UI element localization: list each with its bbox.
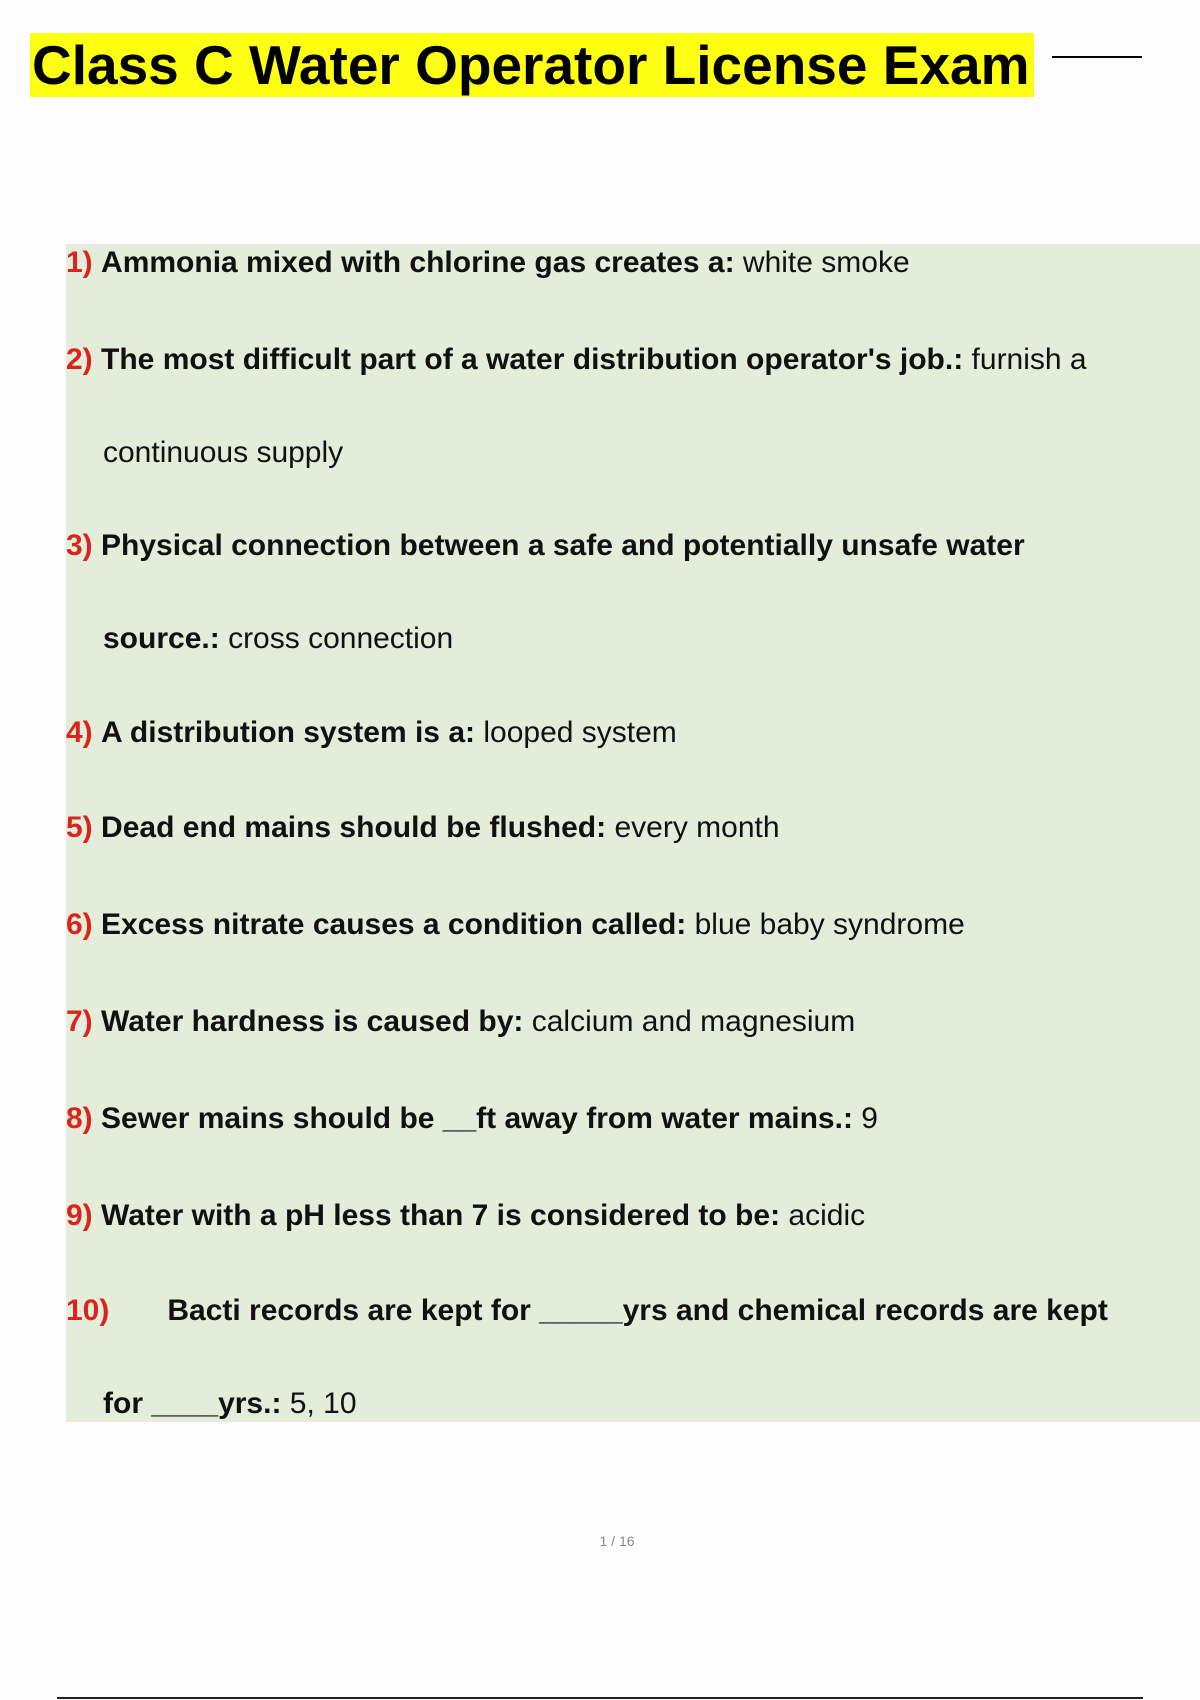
answer-text: acidic (788, 1199, 866, 1232)
question-number: 10) (66, 1294, 110, 1327)
bottom-divider-rule (57, 1697, 1143, 1699)
answer-text: every month (614, 811, 780, 844)
answer-text: 5, 10 (289, 1387, 357, 1420)
question-10 (66, 1293, 1108, 1329)
answer-text: white smoke (742, 246, 910, 279)
question-number: 2) (66, 343, 93, 376)
question-7 (66, 1004, 855, 1040)
question-text: A distribution system is a: (101, 716, 475, 749)
question-text: Dead end mains should be flushed: (101, 811, 607, 844)
question-number: 1) (66, 246, 93, 279)
question-text: Water with a pH less than 7 is considered to be: (101, 1199, 781, 1232)
page-indicator: 1 / 16 (599, 1533, 635, 1549)
question-text: Sewer mains should be __ft away from water mains.: (101, 1102, 853, 1135)
question-1 (66, 245, 910, 281)
question-3-continuation (103, 621, 453, 657)
title-underline-rule (1052, 56, 1142, 58)
question-text: The most difficult part of a water distribution operator's job.: (101, 343, 964, 376)
question-4 (66, 715, 677, 751)
question-text: Ammonia mixed with chlorine gas creates a: (101, 246, 735, 279)
question-8 (66, 1101, 878, 1137)
question-10-continuation (103, 1386, 357, 1422)
answer-text: cross connection (228, 622, 454, 655)
question-number: 8) (66, 1102, 93, 1135)
question-text: source.: (103, 622, 220, 655)
question-text: Water hardness is caused by: (101, 1005, 524, 1038)
answer-text: looped system (483, 716, 677, 749)
answer-text: blue baby syndrome (694, 908, 965, 941)
question-number: 4) (66, 716, 93, 749)
question-number: 3) (66, 529, 93, 562)
answer-text: 9 (861, 1102, 878, 1135)
question-6 (66, 907, 965, 943)
question-number: 9) (66, 1199, 93, 1232)
question-5 (66, 810, 780, 846)
question-text: Excess nitrate causes a condition called: (101, 908, 687, 941)
question-2-continuation (103, 435, 343, 471)
document-title: Class C Water Operator License Exam (30, 33, 1034, 97)
question-number: 6) (66, 908, 93, 941)
answer-text: continuous supply (103, 436, 344, 469)
question-text: Physical connection between a safe and potentially unsafe water (101, 529, 1025, 562)
question-number: 5) (66, 811, 93, 844)
question-text: for ____yrs.: (103, 1387, 282, 1420)
question-number: 7) (66, 1005, 93, 1038)
question-2 (66, 342, 1087, 378)
answer-text: furnish a (971, 343, 1087, 376)
question-3 (66, 528, 1025, 564)
question-text: Bacti records are kept for _____yrs and chemical records are kept (167, 1294, 1108, 1327)
answer-text: calcium and magnesium (531, 1005, 856, 1038)
question-9 (66, 1198, 865, 1234)
